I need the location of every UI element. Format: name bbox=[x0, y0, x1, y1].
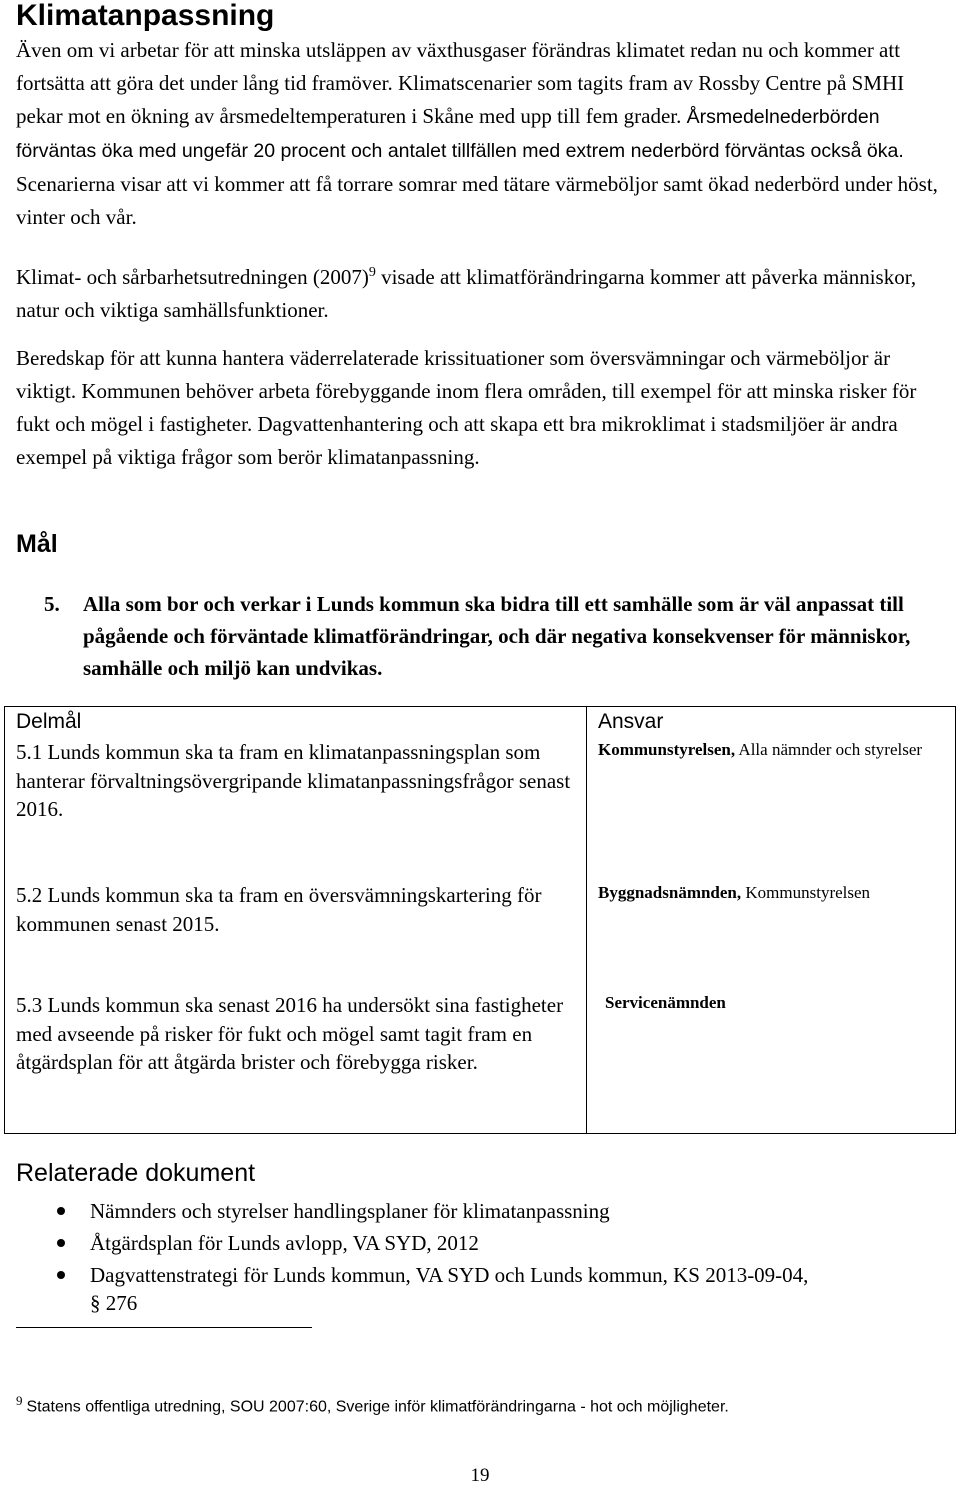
footnote-separator bbox=[16, 1327, 312, 1328]
intro-part-1: Även om vi arbetar för att minska utsläppen av växthusgaser förändras klimatet redan nu och kommer att fortsätta att göra det under lång tid framöver. Klimatscenarier som tagits fram av Rossby Centre på SMHI pekar mot en ökning av årsmedeltemperaturen i Skåne med upp till fem grader. bbox=[16, 38, 905, 128]
footnote-reference: 9 bbox=[368, 265, 376, 280]
goal-number: 5. bbox=[44, 592, 60, 616]
footnote bbox=[16, 1390, 729, 1418]
table-row-3-lead: Servicenämnden bbox=[605, 993, 726, 1012]
assessment-text-after: visade att klimatförändringarna kommer att påverka människor, natur och viktiga samhällsfunktioner. bbox=[16, 265, 917, 322]
table-row-3-goal: 5.3 Lunds kommun ska senast 2016 ha undersökt sina fastigheter med avseende på risker för fukt och mögel samt tagit fram en åtgärdsplan för att åtgärda brister och förebygga risker. bbox=[16, 993, 564, 1074]
table-row-1-goal: 5.1 Lunds kommun ska ta fram en klimatanpassningsplan som hanterar förvaltningsövergripande klimatanpassningsfrågor senast 2016. bbox=[16, 740, 571, 821]
assessment-text-before: Klimat- och sårbarhetsutredningen (2007) bbox=[16, 265, 369, 289]
table-row-3-responsible bbox=[605, 991, 945, 1015]
bullet-icon bbox=[57, 1271, 65, 1279]
intro-part-2: Årsmedelnederbörden förväntas öka med ungefär 20 procent och antalet tillfällen med extrem nederbörd förväntas också öka. bbox=[16, 106, 904, 162]
goal-heading: Mål bbox=[16, 530, 58, 558]
list-item: Dagvattenstrategi för Lunds kommun, VA SYD och Lunds kommun, KS 2013-09-04, bbox=[90, 1263, 809, 1287]
intro-part-3: Scenarierna visar att vi kommer att få torrare somrar med tätare värmeböljor samt ökad nederbörd under höst, vinter och vår. bbox=[16, 172, 938, 229]
related-documents-heading: Relaterade dokument bbox=[16, 1159, 256, 1187]
list-item: Nämnders och styrelser handlingsplaner för klimatanpassning bbox=[90, 1199, 610, 1223]
bullet-icon bbox=[57, 1207, 65, 1215]
page-number: 19 bbox=[470, 1465, 490, 1486]
table-row-2-responsible bbox=[598, 881, 948, 905]
table-border-right bbox=[955, 706, 956, 1134]
table-border-top bbox=[4, 706, 956, 707]
bullet-icon bbox=[57, 1239, 65, 1247]
table-row-1-responsible bbox=[598, 738, 948, 762]
table-row-1-others: Alla nämnder och styrelser bbox=[738, 740, 923, 759]
table-row-2-lead: Byggnadsnämnden, bbox=[598, 883, 742, 902]
table-row-2-goal: 5.2 Lunds kommun ska ta fram en översvämningskartering för kommunen senast 2015. bbox=[16, 883, 542, 936]
assessment-paragraph bbox=[16, 256, 952, 327]
table-row-2-others: Kommunstyrelsen bbox=[745, 883, 871, 902]
intro-paragraph bbox=[16, 34, 952, 234]
goal-text: Alla som bor och verkar i Lunds kommun ska bidra till ett samhälle som är väl anpassat till pågående och förväntade klimatförändringar, och där negativa konsekvenser för människor, samhälle och miljö kan undvikas. bbox=[83, 592, 911, 680]
table-divider bbox=[586, 706, 587, 1134]
table-header-subgoal: Delmål bbox=[16, 710, 82, 733]
list-item-continuation: § 276 bbox=[90, 1291, 138, 1315]
table-border-bottom bbox=[4, 1133, 956, 1134]
footnote-text: Statens offentliga utredning, SOU 2007:60, Sverige inför klimatförändringarna - hot och möjligheter. bbox=[26, 1398, 729, 1416]
preparedness-paragraph: Beredskap för att kunna hantera väderrelaterade krissituationer som översvämningar och värmeböljor är viktigt. Kommunen behöver arbeta förebyggande inom flera områden, till exempel för att minska risker för fukt och mögel i fastigheter. Dagvattenhantering och att skapa ett bra mikroklimat i stadsmiljöer är andra exempel på viktiga frågor som berör klimatanpassning. bbox=[16, 346, 917, 469]
table-border-left bbox=[4, 706, 5, 1134]
list-item: Åtgärdsplan för Lunds avlopp, VA SYD, 2012 bbox=[90, 1231, 479, 1255]
page-title: Klimatanpassning bbox=[16, 0, 275, 32]
table-row-1-lead: Kommunstyrelsen, bbox=[598, 740, 736, 759]
footnote-number: 9 bbox=[16, 1393, 23, 1408]
table-header-responsible: Ansvar bbox=[598, 710, 664, 733]
